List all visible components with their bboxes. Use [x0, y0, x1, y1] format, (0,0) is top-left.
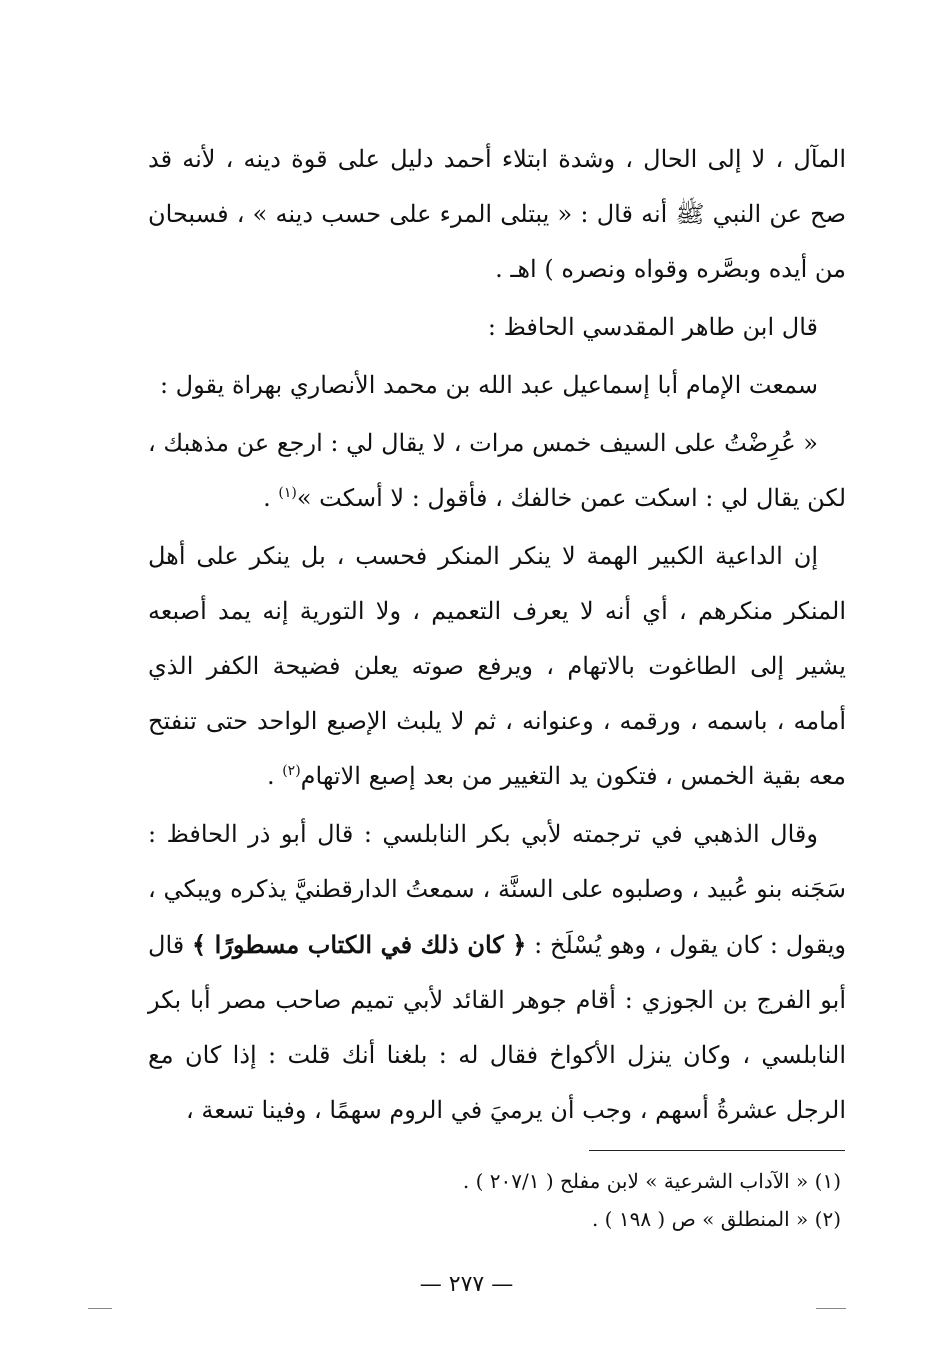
quote-text: « عُرِضْتُ على السيف خمس مرات ، لا يقال لي : ارجع عن مذهبك ، لكن يقال لي : اسكت عمن خالفك ، فأقول : لا أسكت »	[148, 429, 846, 512]
paragraph-5-end: .	[266, 762, 283, 790]
paragraph-6-start: وقال الذهبي في ترجمته لأبي بكر النابلسي : قال أبو ذر الحافظ : سَجَنه بنو عُبيد ، وصلبوه على السنَّة ، سمعتُ الدارقطنيَّ يذكره ويبكي ، ويقول : كان يقول ، وهو يُسْلَخ :	[148, 820, 846, 959]
paragraph-5	[148, 529, 846, 804]
page-number: — ٢٧٧ —	[419, 1272, 514, 1297]
footnotes	[151, 1162, 841, 1238]
footnote-separator	[589, 1150, 845, 1151]
main-text	[148, 132, 846, 1138]
paragraph-2: قال ابن طاهر المقدسي الحافظ :	[487, 313, 818, 341]
footnote-1: (١) « الآداب الشرعية » لابن مفلح ( ٢٠٧/١ ) .	[462, 1169, 841, 1193]
scan-edge-mark-right	[816, 1308, 846, 1309]
quran-verse: ﴿ كان ذلك في الكتاب مسطورًا ﴾	[192, 930, 527, 959]
paragraph-4-quote	[148, 416, 846, 526]
paragraph-5-text: إن الداعية الكبير الهمة لا ينكر المنكر فحسب ، بل ينكر على أهل المنكر منكرهم ، أي أنه لا يعرف التعميم ، ولا التورية إنه يمد أصبعه يشير إلى الطاغوت بالاتهام ، ويرفع صوته يعلن فضيحة الكفر الذي أمامه ، باسمه ، ورقمه ، وعنوانه ، ثم لا يلبث الإصبع الواحد حتى تنفتح معه بقية الخمس ، فتكون يد التغيير من بعد إصبع الاتهام	[148, 542, 846, 790]
quote-end: .	[263, 484, 279, 512]
footnote-2: (٢) « المنطلق » ص ( ١٩٨ ) .	[591, 1207, 841, 1231]
paragraph-6-end: قال أبو الفرج بن الجوزي : أقام جوهر القائد لأبي تميم صاحب مصر أبا بكر النابلسي ، وكان ينزل الأكواخ فقال له : بلغنا أنك قلت : إذا كان مع الرجل عشرةُ أسهم ، وجب أن يرميَ في الروم سهمًا ، وفينا تسعة ،	[148, 931, 846, 1124]
footnote-ref-1: (١)	[278, 485, 297, 501]
paragraph-6	[148, 807, 846, 1138]
paragraph-3: سمعت الإمام أبا إسماعيل عبد الله بن محمد الأنصاري بهراة يقول :	[159, 371, 818, 399]
footnote-ref-2: (٢)	[282, 763, 301, 779]
paragraph-1: المآل ، لا إلى الحال ، وشدة ابتلاء أحمد دليل على قوة دينه ، لأنه قد صح عن النبي ﷺ أنه قال : « يبتلى المرء على حسب دينه » ، فسبحان من أيده وبصَّره وقواه ونصره ) اهـ .	[148, 145, 846, 283]
scan-edge-mark-left	[88, 1308, 112, 1309]
